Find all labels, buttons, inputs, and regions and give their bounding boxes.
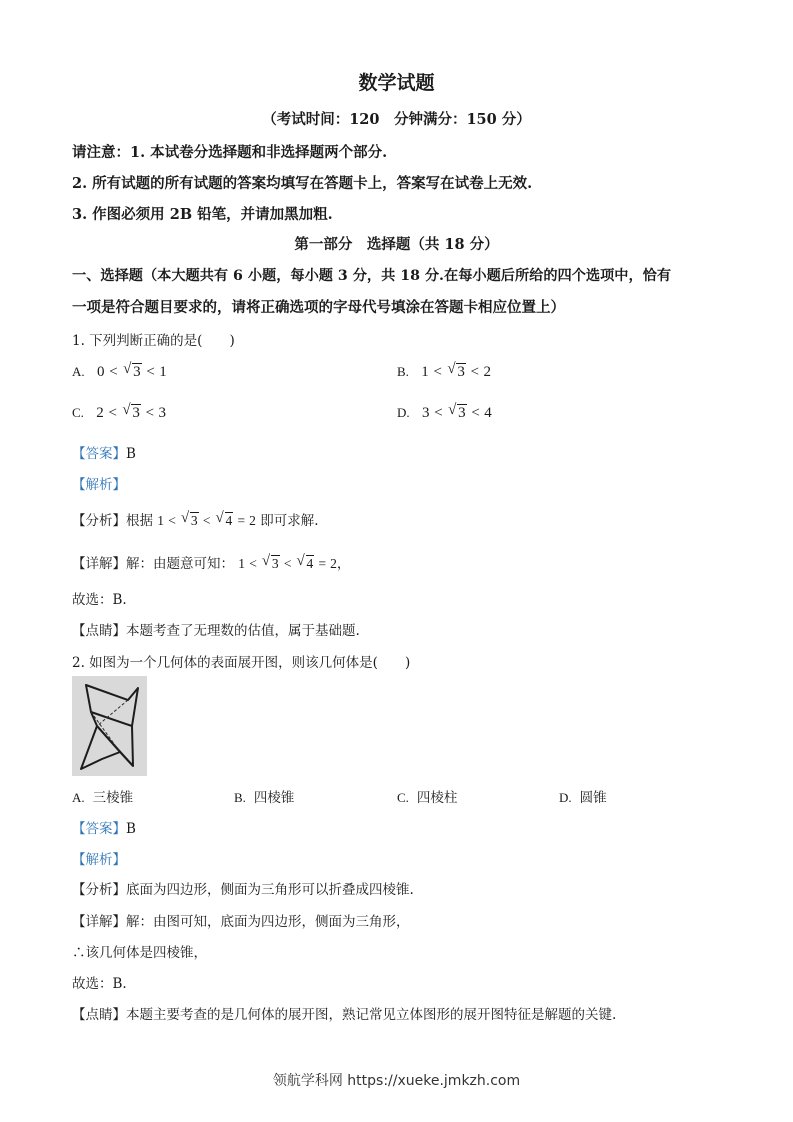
q2-option-c[interactable]: C. 四棱柱 [397, 790, 458, 806]
option-label: D. [397, 405, 410, 420]
q2-therefore: ∴该几何体是四棱锥， [72, 945, 207, 961]
section-desc-1: 一、选择题（本大题共有 6 小题，每小题 3 分，共 18 分.在每小题后所给的四个选项中，恰有 [72, 268, 672, 284]
q1-conclusion: 故选：B. [72, 592, 127, 608]
q2-option-b[interactable]: B. 四棱锥 [234, 790, 295, 806]
q2-answer: 【答案】B [72, 821, 136, 837]
option-label: C. [72, 405, 84, 420]
q2-conclusion: 故选：B. [72, 976, 127, 992]
option-label: A. [72, 790, 85, 805]
notice-line-2: 2. 所有试题的所有试题的答案均填写在答题卡上，答案写在试卷上无效. [72, 175, 533, 192]
section-desc-2: 一项是符合题目要求的，请将正确选项的字母代号填涂在答题卡相应位置上） [72, 299, 565, 316]
q1-fenxi: 【分析】根据 1 < √ 3 < √ 4 = 2 即可求解. [72, 510, 319, 529]
question-2-stem: 2. 如图为一个几何体的表面展开图，则该几何体是( ) [72, 655, 411, 671]
exam-info: （考试时间：120 分钟满分：150 分） [262, 111, 531, 128]
footer-watermark: 领航学科网 https://xueke.jmkzh.com [272, 1073, 521, 1089]
option-label: B. [234, 790, 246, 805]
q2-dianjing: 【点睛】本题主要考查的是几何体的展开图，熟记常见立体图形的展开图特征是解题的关键. [72, 1007, 617, 1023]
q1-option-b[interactable]: B. 1 < √ 3 < 2 [397, 361, 491, 380]
section-title: 第一部分 选择题（共 18 分） [294, 236, 499, 253]
option-label: B. [397, 364, 409, 379]
q2-option-d[interactable]: D. 圆锥 [559, 790, 607, 806]
q2-option-a[interactable]: A. 三棱锥 [72, 790, 134, 806]
q1-analysis-tag: 【解析】 [72, 477, 126, 493]
option-label: C. [397, 790, 409, 805]
option-label: A. [72, 364, 85, 379]
q1-xiangjie: 【详解】解：由题意可知： 1 < √ 3 < √ 4 = 2， [72, 553, 351, 572]
q2-analysis-tag: 【解析】 [72, 852, 126, 868]
question-1-stem: 1. 下列判断正确的是( ) [72, 333, 235, 349]
q2-fenxi: 【分析】底面为四边形，侧面为三角形可以折叠成四棱锥. [72, 882, 414, 898]
q1-option-c[interactable]: C. 2 < √ 3 < 3 [72, 402, 166, 421]
q1-option-d[interactable]: D. 3 < √ 3 < 4 [397, 402, 492, 421]
q2-xiangjie: 【详解】解：由图可知，底面为四边形，侧面为三角形， [72, 914, 410, 930]
q1-dianjing: 【点睛】本题考查了无理数的估值，属于基础题. [72, 623, 360, 639]
net-drawing [72, 676, 147, 776]
page-title: 数学试题 [358, 72, 435, 94]
option-label: D. [559, 790, 572, 805]
pyramid-net-figure [72, 676, 147, 776]
q1-option-a[interactable]: A. 0 < √ 3 < 1 [72, 361, 167, 380]
notice-line-3: 3. 作图必须用 2B 铅笔，并请加黑加粗. [72, 206, 333, 223]
q1-answer: 【答案】B [72, 446, 136, 462]
notice-line-1: 请注意：1. 本试卷分选择题和非选择题两个部分. [72, 144, 388, 161]
